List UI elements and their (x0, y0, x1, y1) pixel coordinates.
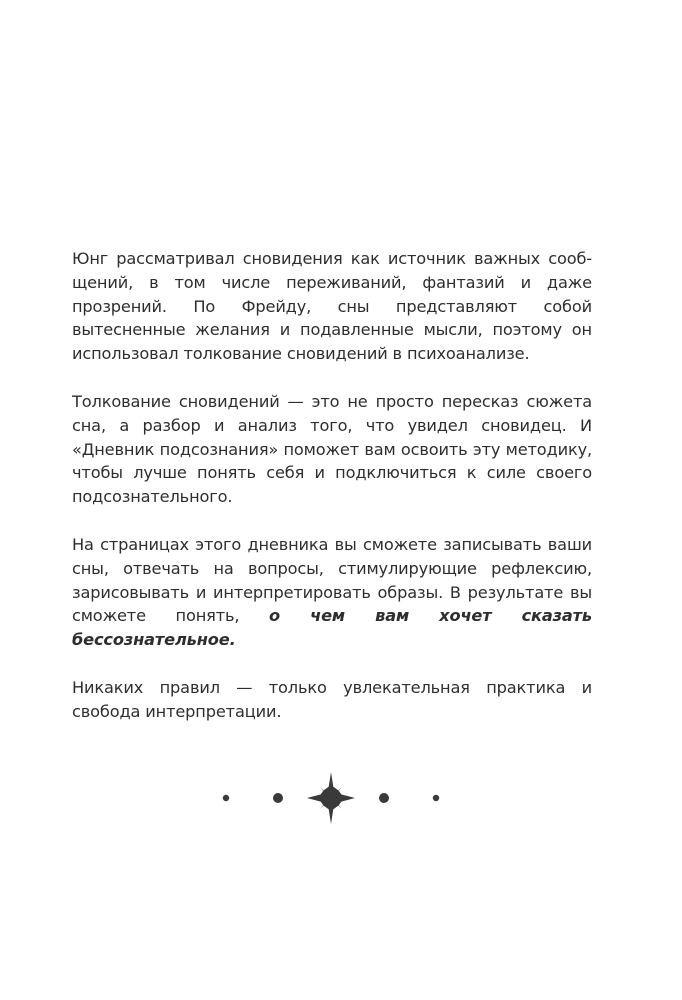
paragraph-text: Толкование сновидений — это не просто пересказ сюжета сна, а разбор и анализ того, что увидел сновидец. И «Дневник подсознания» поможет вам освоить эту методику, чтобы лучше понять себя и подключиться к силе своего подсознательного. (72, 391, 592, 507)
dot-right-large (379, 793, 389, 803)
paragraph-jung-freud (72, 247, 592, 366)
paragraph-no-rules (72, 676, 592, 724)
body-text (72, 247, 592, 748)
dot-right-small (433, 795, 439, 801)
paragraph-text: На страницах этого дневника вы сможете записывать ваши сны, отвечать на вопросы, стимулирующие рефлексию, зарисовывать и интерпретировать образы. В результате вы сможете понять, (72, 534, 592, 626)
dot-left-large (273, 793, 283, 803)
dot-left-small (223, 795, 229, 801)
star-divider-icon (0, 770, 682, 830)
emphasis-text: о чем вам хочет сказать бессознательное. (72, 606, 592, 650)
paragraph-dream-interpretation (72, 390, 592, 509)
paragraph-text: Юнг рассматривал сновидения как источник важных сооб-щений, в том числе переживаний, фантазий и даже прозрений. По Фрейду, сны представляют собой вытесненные желания и подавленные мысли, поэтому он использовал толкование сновидений в психоанализе. (72, 249, 592, 364)
paragraph-text: Никаких правил — только увлекательная практика и свобода интерпретации. (72, 677, 592, 721)
paragraph-diary-pages (72, 533, 592, 652)
